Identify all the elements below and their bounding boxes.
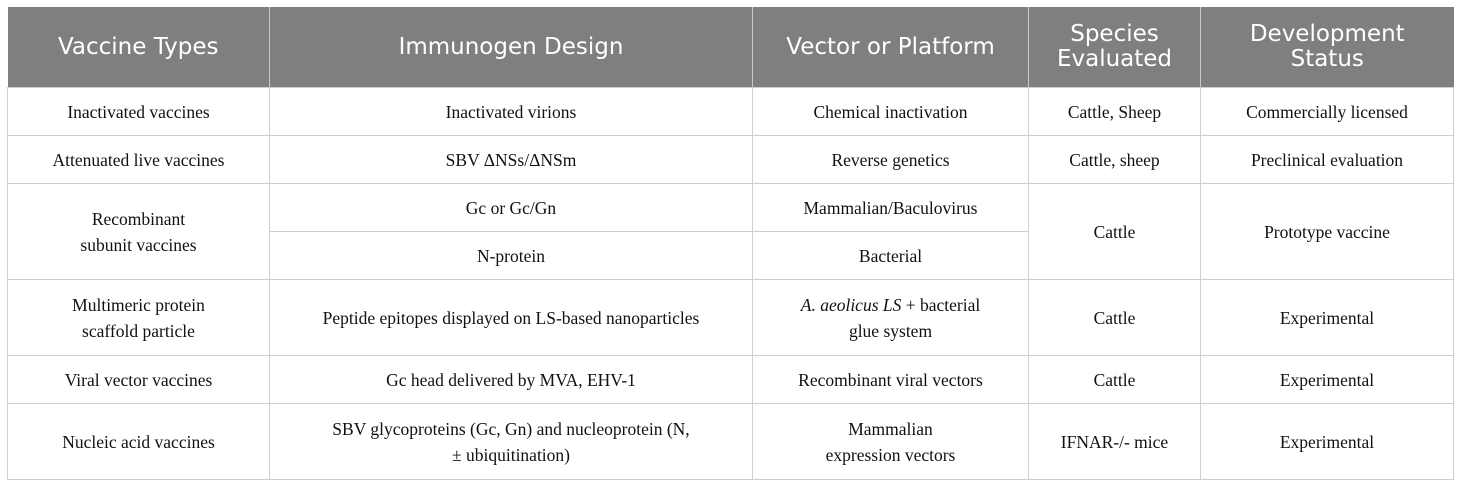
cell-status: Experimental bbox=[1201, 356, 1454, 404]
cell-species: IFNAR-/- mice bbox=[1029, 404, 1201, 480]
cell-text-line: Recombinant bbox=[91, 208, 186, 229]
cell-text-line bbox=[761, 292, 1020, 318]
species-name-italic: A. aeolicus LS bbox=[800, 294, 902, 315]
cell-text-line: SBV glycoproteins (Gc, Gn) and nucleoprotein (N, bbox=[332, 418, 690, 439]
cell-text-line: Mammalian bbox=[848, 418, 933, 439]
cell-status: Experimental bbox=[1201, 404, 1454, 480]
table-row bbox=[8, 184, 1454, 232]
vaccine-table bbox=[7, 7, 1454, 480]
cell-vaccine-type: Inactivated vaccines bbox=[8, 88, 270, 136]
header-vaccine-types: Vaccine Types bbox=[8, 7, 270, 88]
header-row bbox=[8, 7, 1454, 88]
cell-text-line: subunit vaccines bbox=[80, 234, 197, 255]
cell-vaccine-type: Viral vector vaccines bbox=[8, 356, 270, 404]
cell-vaccine-type: Nucleic acid vaccines bbox=[8, 404, 270, 480]
cell-species: Cattle, sheep bbox=[1029, 136, 1201, 184]
cell-species: Cattle bbox=[1029, 184, 1201, 280]
cell-immunogen-design: N-protein bbox=[270, 232, 753, 280]
header-vector-platform: Vector or Platform bbox=[753, 7, 1029, 88]
cell-vector-platform: Bacterial bbox=[753, 232, 1029, 280]
header-species-evaluated bbox=[1029, 7, 1201, 88]
cell-status: Commercially licensed bbox=[1201, 88, 1454, 136]
cell-vector-platform: Recombinant viral vectors bbox=[753, 356, 1029, 404]
cell-vaccine-type bbox=[8, 280, 270, 356]
cell-species: Cattle bbox=[1029, 280, 1201, 356]
cell-immunogen-design: SBV ΔNSs/ΔNSm bbox=[270, 136, 753, 184]
table-row bbox=[8, 404, 1454, 480]
cell-text-line: expression vectors bbox=[825, 444, 956, 465]
cell-immunogen-design: Gc or Gc/Gn bbox=[270, 184, 753, 232]
cell-immunogen-design: Inactivated virions bbox=[270, 88, 753, 136]
cell-text-fragment: + bacterial bbox=[901, 294, 981, 315]
cell-immunogen-design bbox=[270, 404, 753, 480]
table-row bbox=[8, 136, 1454, 184]
cell-vector-platform: Chemical inactivation bbox=[753, 88, 1029, 136]
cell-immunogen-design: Peptide epitopes displayed on LS-based nanoparticles bbox=[270, 280, 753, 356]
header-immunogen-design: Immunogen Design bbox=[270, 7, 753, 88]
table-row bbox=[8, 88, 1454, 136]
cell-text-line: ± ubiquitination) bbox=[452, 444, 570, 465]
vaccine-table-container bbox=[7, 7, 1454, 480]
cell-immunogen-design: Gc head delivered by MVA, EHV-1 bbox=[270, 356, 753, 404]
cell-status: Preclinical evaluation bbox=[1201, 136, 1454, 184]
cell-status: Prototype vaccine bbox=[1201, 184, 1454, 280]
cell-species: Cattle bbox=[1029, 356, 1201, 404]
table-row bbox=[8, 356, 1454, 404]
cell-vaccine-type: Attenuated live vaccines bbox=[8, 136, 270, 184]
cell-vector-platform bbox=[753, 404, 1029, 480]
header-development-status bbox=[1201, 7, 1454, 88]
cell-vector-platform bbox=[753, 280, 1029, 356]
cell-status: Experimental bbox=[1201, 280, 1454, 356]
cell-text-line: Multimeric protein bbox=[72, 294, 205, 315]
cell-text-line: glue system bbox=[848, 320, 933, 341]
cell-text-line: scaffold particle bbox=[82, 320, 195, 341]
header-species-text: Species Evaluated bbox=[1056, 21, 1173, 72]
header-status-text: Development Status bbox=[1249, 21, 1405, 72]
cell-vaccine-type bbox=[8, 184, 270, 280]
table-row bbox=[8, 280, 1454, 356]
cell-vector-platform: Mammalian/Baculovirus bbox=[753, 184, 1029, 232]
cell-species: Cattle, Sheep bbox=[1029, 88, 1201, 136]
cell-vector-platform: Reverse genetics bbox=[753, 136, 1029, 184]
